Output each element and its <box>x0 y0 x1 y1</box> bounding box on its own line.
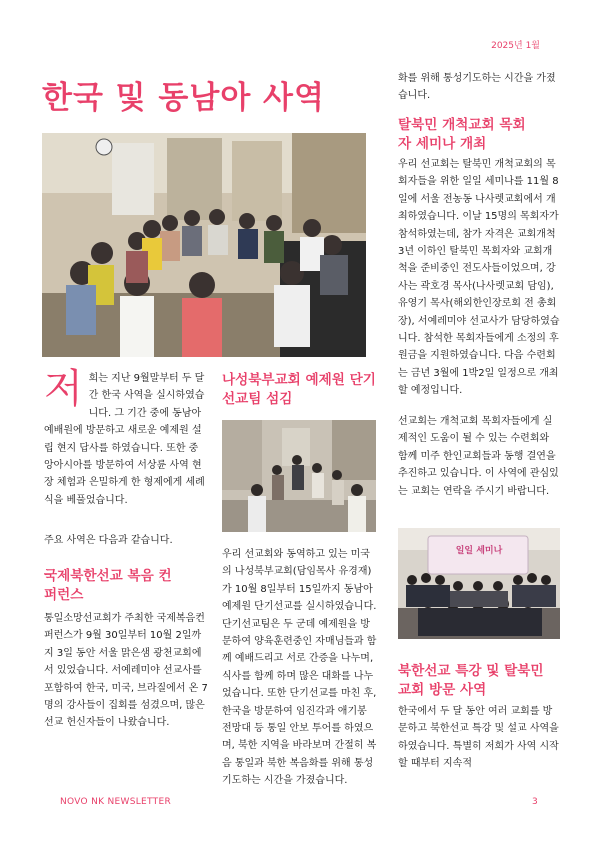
conference-body: 통일소망선교회가 주최한 국제복음컨퍼런스가 9월 30일부터 10월 2일까지 3일 동안 서울 맑은샘 광천교회에서 있었습니다. 서예레미야 선교사를 포함하여 한국, 미국, 브라질에서 온 7명의 강사들이 집회를 섬겼으며, 많은 선교 헌신자들이 나왔습니다. <box>44 613 208 729</box>
lecture-body: 한국에서 두 달 동안 여러 교회를 방문하고 북한선교 특강 및 설교 사역을 하였습니다. 특별히 저희가 사역 시작할 때부터 지속적 <box>398 706 559 770</box>
newsletter-name: NOVO NK NEWSLETTER <box>60 797 172 807</box>
continued-text: 화를 위해 통성기도하는 시간을 가졌습니다. <box>398 73 556 102</box>
summary-line: 주요 사역은 다음과 같습니다. <box>44 535 173 546</box>
seminar-followup: 선교회는 개척교회 목회자들에게 실제적인 도움이 될 수 있는 수련회와 함께 미주 한인교회들과 동행 결연을 추진하고 있습니다. 이 사역에 관심있는 교회는 연락을 주시기 바랍니다. <box>398 416 559 497</box>
group-prayer-photo <box>42 133 366 357</box>
seminar-banner-text: 일일 세미나 <box>455 546 503 556</box>
dropcap-letter: 저 <box>44 366 83 412</box>
seminar-heading: 탈북민 개척교회 목회자 세미나 개최 <box>398 117 526 152</box>
issue-date: 2025년 1월 <box>491 41 540 51</box>
intro-paragraph <box>44 366 206 509</box>
page-title: 한국 및 동남아 사역 <box>42 80 325 116</box>
seminar-body: 우리 선교회는 탈북민 개척교회의 목회자들을 위한 일일 세미나를 11월 8일에 서울 전농동 나사렛교회에서 개최하였습니다. 이날 15명의 목회자가 참석하였는데, 참가 자격은 교회개척 3년 이하인 탈북민 목회자와 교회개척을 준비중인 전도사들이었으며, 강사는 곽호경 목사(나사렛교회 담임), 유영기 목사(해외한인장로회 전 총회장), 서예레미야 선교사가 담당하였습니다. 참석한 목회자들에게 소정의 후원금을 지원하였습니다. 다음 수련회는 금년 3월에 1박2일 일정으로 개최할 예정입니다. <box>398 159 560 397</box>
lecture-heading: 북한선교 특강 및 탈북민 교회 방문 사역 <box>398 663 544 698</box>
intro-text: 희는 지난 9월말부터 두 달 간 한국 사역을 실시하였습니다. 그 기간 중에 동남아 예배원에 방문하고 새로운 예제원 설립 현지 답사를 하였습니다. 또한 중앙아시아를 방문하여 서상륜 사역 현장 체험과 은밀하게 한 형제에게 세례식을 베풀었습니다. <box>44 373 205 506</box>
worship-photo <box>222 420 376 532</box>
page-number: 3 <box>532 797 538 807</box>
short-term-mission-body: 우리 선교회와 동역하고 있는 미국의 나성북부교회(담임목사 유경재)가 10월 8일부터 15일까지 동남아 예제원 단기선교를 실시하였습니다. 단기선교팀은 두 군데 예제원을 방문하여 양육훈련중인 자매님들과 함께 예배드리고 서로 간증을 나누며, 식사를 함께 하며 많은 대화를 나누었습니다. 또한 단기선교를 마친 후, 한국을 방문하여 임진각과 애기봉 전망대 등 통일 안보 투어를 하였으며, 북한 지역을 바라보며 간절히 복음 통일과 북한 복음화를 위해 통성기도하는 시간을 가졌습니다. <box>222 549 377 787</box>
short-term-mission-heading: 나성북부교회 예제원 단기선교팀 섬김 <box>222 372 376 407</box>
conference-heading: 국제북한선교 복음 컨퍼런스 <box>44 568 172 603</box>
seminar-group-photo <box>398 528 560 639</box>
